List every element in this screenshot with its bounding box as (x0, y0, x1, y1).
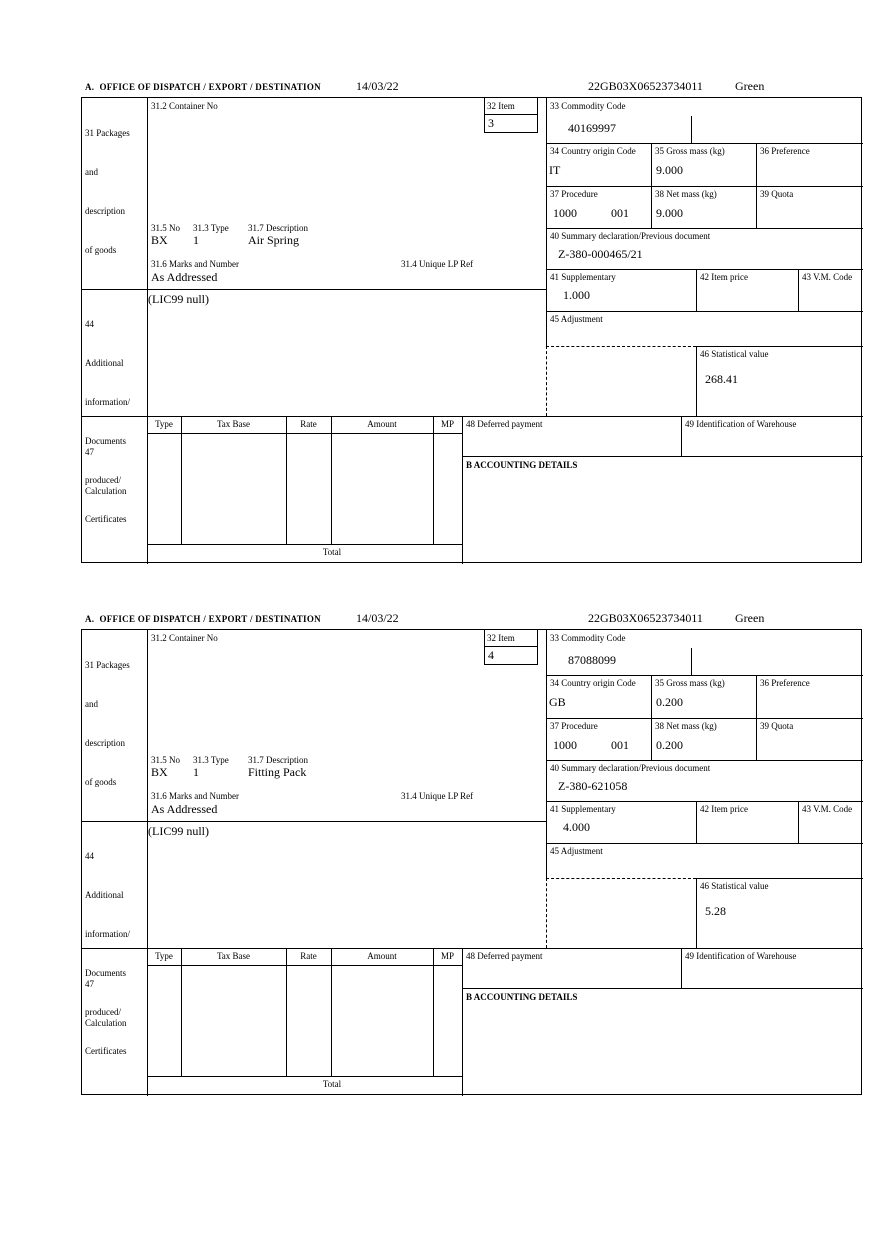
calc-col-mp: MP (440, 951, 454, 961)
divider-line (181, 948, 182, 1076)
calc-col-tax-base: Tax Base (216, 419, 251, 429)
divider-line (696, 346, 697, 416)
declaration-reference: 22GB03X06523734011 (588, 79, 703, 93)
net-mass-label: 38 Net mass (kg) (655, 189, 717, 199)
divider-line (82, 821, 546, 822)
warehouse-id-label: 49 Identification of Warehouse (685, 419, 797, 429)
calculation-label-line: Calculation (85, 486, 127, 496)
divider-line (147, 965, 462, 966)
additional-information-label-line: information/ (85, 397, 130, 407)
divider-line (696, 269, 697, 311)
additional-information-label-line: Additional (85, 358, 124, 368)
divider-line (681, 948, 682, 988)
divider-line (484, 646, 538, 647)
item-form-grid (81, 97, 862, 563)
additional-information-label-line: 44 (85, 319, 94, 329)
divider-line (798, 269, 799, 311)
divider-line (691, 648, 692, 675)
procedure-value: 1000 (553, 206, 577, 220)
goods-description-label: 31.7 Description (248, 755, 308, 765)
divider-line (462, 416, 463, 564)
divider-line (484, 132, 538, 133)
summary-declaration-label: 40 Summary declaration/Previous document (550, 231, 711, 241)
sad-item-form (0, 78, 882, 590)
divider-line (286, 416, 287, 544)
divider-line (546, 630, 547, 878)
divider-line (798, 801, 799, 843)
quota-label: 39 Quota (760, 189, 794, 199)
accounting-details-label: B ACCOUNTING DETAILS (466, 992, 578, 1002)
country-origin-label: 34 Country origin Code (550, 146, 636, 156)
previous-document-value: Z-380-000465/21 (558, 247, 643, 261)
procedure-additional-value: 001 (611, 206, 629, 220)
packages-description-label-line: of goods (85, 777, 117, 787)
package-type-label: 31.3 Type (193, 223, 229, 233)
adjustment-label: 45 Adjustment (550, 314, 603, 324)
calc-col-rate: Rate (300, 419, 317, 429)
procedure-additional-value: 001 (611, 738, 629, 752)
adjustment-label: 45 Adjustment (550, 846, 603, 856)
procedure-value: 1000 (553, 738, 577, 752)
statistical-value: 268.41 (705, 372, 738, 386)
office-of-dispatch-label: A. OFFICE OF DISPATCH / EXPORT / DESTINATION (85, 614, 321, 624)
item-form-grid (81, 629, 862, 1095)
supplementary-label: 41 Supplementary (550, 804, 616, 814)
package-no-label: 31.5 No (151, 223, 180, 233)
divider-line (696, 346, 863, 347)
marks-number-label: 31.6 Marks and Number (151, 259, 239, 269)
additional-information-value: (LIC99 null) (148, 824, 209, 838)
dashed-divider-line (546, 346, 696, 347)
divider-line (546, 718, 863, 719)
additional-information-label-line: Additional (85, 890, 124, 900)
divider-line (537, 98, 538, 132)
divider-line (147, 544, 462, 545)
divider-line (546, 311, 863, 312)
quota-label: 39 Quota (760, 721, 794, 731)
declaration-date: 14/03/22 (356, 79, 399, 93)
calc-col-type: Type (155, 419, 173, 429)
divider-line (484, 630, 485, 664)
routing-status: Green (735, 611, 765, 625)
packages-description-label (85, 101, 130, 283)
additional-information-label-line: information/ (85, 929, 130, 939)
divider-line (651, 675, 652, 760)
divider-line (546, 843, 863, 844)
additional-information-label-line: Documents (85, 436, 126, 446)
package-type-value: 1 (193, 765, 199, 779)
calc-col-type: Type (155, 951, 173, 961)
unique-lp-ref-label: 31.4 Unique LP Ref (401, 259, 474, 269)
declaration-date: 14/03/22 (356, 611, 399, 625)
item-number-value: 3 (488, 116, 494, 130)
total-label: Total (322, 1079, 342, 1089)
divider-line (696, 878, 863, 879)
packages-description-label-line: 31 Packages (85, 128, 130, 138)
item-number-value: 4 (488, 648, 494, 662)
item-number-label: 32 Item (487, 101, 515, 111)
calculation-label-line: Calculation (85, 1018, 127, 1028)
commodity-code-value: 87088099 (568, 653, 616, 667)
item-price-label: 42 Item price (700, 804, 748, 814)
calc-col-amount: Amount (367, 419, 397, 429)
previous-document-value: Z-380-621058 (558, 779, 628, 793)
country-origin-value: IT (549, 163, 561, 177)
statistical-value: 5.28 (705, 904, 726, 918)
divider-line (484, 114, 538, 115)
divider-line (537, 630, 538, 664)
calc-col-mp: MP (440, 419, 454, 429)
packages-description-label-line: 31 Packages (85, 660, 130, 670)
net-mass-value: 9.000 (656, 206, 683, 220)
divider-line (181, 416, 182, 544)
routing-status: Green (735, 79, 765, 93)
gross-mass-label: 35 Gross mass (kg) (655, 678, 725, 688)
divider-line (82, 416, 863, 417)
additional-information-value: (LIC99 null) (148, 292, 209, 306)
accounting-details-label: B ACCOUNTING DETAILS (466, 460, 578, 470)
divider-line (756, 143, 757, 228)
packages-description-label-line: and (85, 699, 98, 709)
divider-line (546, 143, 863, 144)
country-origin-label: 34 Country origin Code (550, 678, 636, 688)
divider-line (433, 416, 434, 544)
divider-line (433, 948, 434, 1076)
additional-information-label-line: Certificates (85, 1046, 127, 1056)
gross-mass-value: 0.200 (656, 695, 683, 709)
procedure-label: 37 Procedure (550, 189, 598, 199)
procedure-label: 37 Procedure (550, 721, 598, 731)
divider-line (484, 98, 485, 132)
office-of-dispatch-label: A. OFFICE OF DISPATCH / EXPORT / DESTINATION (85, 82, 321, 92)
divider-line (691, 116, 692, 143)
divider-line (286, 948, 287, 1076)
divider-line (82, 289, 546, 290)
additional-information-label-line: produced/ (85, 475, 121, 485)
total-label: Total (322, 547, 342, 557)
divider-line (681, 416, 682, 456)
divider-line (147, 98, 148, 564)
declaration-reference: 22GB03X06523734011 (588, 611, 703, 625)
vm-code-label: 43 V.M. Code (802, 804, 853, 814)
divider-line (756, 675, 757, 760)
country-origin-value: GB (549, 695, 566, 709)
divider-line (546, 228, 863, 229)
item-price-label: 42 Item price (700, 272, 748, 282)
divider-line (147, 433, 462, 434)
divider-line (147, 1076, 462, 1077)
divider-line (546, 801, 863, 802)
packages-description-label-line: description (85, 738, 125, 748)
marks-number-value: As Addressed (151, 270, 218, 284)
net-mass-value: 0.200 (656, 738, 683, 752)
packages-description-label-line: of goods (85, 245, 117, 255)
marks-number-label: 31.6 Marks and Number (151, 791, 239, 801)
supplementary-label: 41 Supplementary (550, 272, 616, 282)
calculation-label (85, 952, 127, 1056)
gross-mass-label: 35 Gross mass (kg) (655, 146, 725, 156)
divider-line (546, 760, 863, 761)
divider-line (696, 878, 697, 948)
deferred-payment-label: 48 Deferred payment (466, 951, 543, 961)
dashed-divider-line (546, 878, 547, 948)
commodity-code-value: 40169997 (568, 121, 616, 135)
dashed-divider-line (546, 346, 547, 416)
gross-mass-value: 9.000 (656, 163, 683, 177)
goods-description-value: Fitting Pack (248, 765, 307, 779)
commodity-code-label: 33 Commodity Code (550, 101, 626, 111)
divider-line (462, 456, 863, 457)
calc-col-rate: Rate (300, 951, 317, 961)
additional-information-label-line: produced/ (85, 1007, 121, 1017)
divider-line (546, 269, 863, 270)
divider-line (82, 948, 863, 949)
divider-line (331, 416, 332, 544)
preference-label: 36 Preference (760, 678, 810, 688)
supplementary-value: 1.000 (563, 288, 590, 302)
divider-line (651, 143, 652, 228)
container-no-label: 31.2 Container No (151, 101, 218, 111)
packages-description-label-line: and (85, 167, 98, 177)
divider-line (696, 801, 697, 843)
divider-line (546, 186, 863, 187)
additional-information-label-line: Certificates (85, 514, 127, 524)
package-no-value: BX (151, 233, 168, 247)
additional-information-label-line: Documents (85, 968, 126, 978)
additional-information-label-line: 44 (85, 851, 94, 861)
calc-col-amount: Amount (367, 951, 397, 961)
divider-line (462, 988, 863, 989)
item-number-label: 32 Item (487, 633, 515, 643)
supplementary-value: 4.000 (563, 820, 590, 834)
unique-lp-ref-label: 31.4 Unique LP Ref (401, 791, 474, 801)
package-no-label: 31.5 No (151, 755, 180, 765)
divider-line (462, 948, 463, 1096)
calculation-label-line: 47 (85, 447, 94, 457)
divider-line (147, 630, 148, 1096)
dashed-divider-line (546, 878, 696, 879)
goods-description-value: Air Spring (248, 233, 299, 247)
sad-item-form (0, 610, 882, 1122)
divider-line (546, 98, 547, 346)
divider-line (331, 948, 332, 1076)
calculation-label-line: 47 (85, 979, 94, 989)
goods-description-label: 31.7 Description (248, 223, 308, 233)
statistical-value-label: 46 Statistical value (700, 881, 769, 891)
deferred-payment-label: 48 Deferred payment (466, 419, 543, 429)
net-mass-label: 38 Net mass (kg) (655, 721, 717, 731)
container-no-label: 31.2 Container No (151, 633, 218, 643)
packages-description-label (85, 633, 130, 815)
calc-col-tax-base: Tax Base (216, 951, 251, 961)
package-type-value: 1 (193, 233, 199, 247)
calculation-label (85, 420, 127, 524)
marks-number-value: As Addressed (151, 802, 218, 816)
statistical-value-label: 46 Statistical value (700, 349, 769, 359)
packages-description-label-line: description (85, 206, 125, 216)
summary-declaration-label: 40 Summary declaration/Previous document (550, 763, 711, 773)
warehouse-id-label: 49 Identification of Warehouse (685, 951, 797, 961)
package-no-value: BX (151, 765, 168, 779)
package-type-label: 31.3 Type (193, 755, 229, 765)
vm-code-label: 43 V.M. Code (802, 272, 853, 282)
divider-line (546, 675, 863, 676)
commodity-code-label: 33 Commodity Code (550, 633, 626, 643)
preference-label: 36 Preference (760, 146, 810, 156)
divider-line (484, 664, 538, 665)
